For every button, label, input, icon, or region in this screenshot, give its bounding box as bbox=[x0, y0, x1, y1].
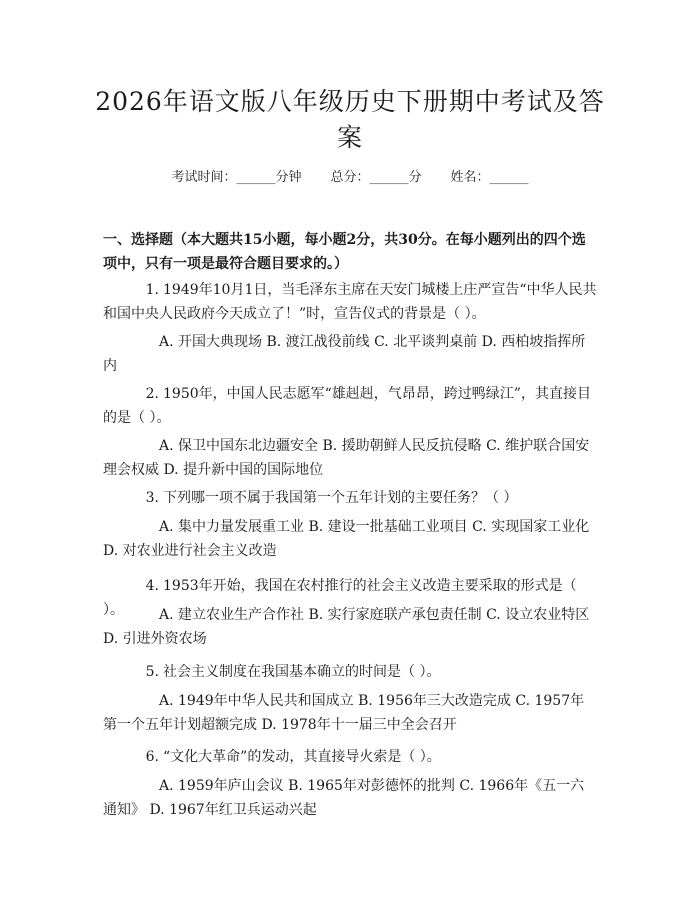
question-number: 6. bbox=[145, 749, 159, 765]
question-number: 4. bbox=[145, 578, 159, 594]
question-1-options: A. 开国大典现场 B. 渡江战役前线 C. 北平谈判桌前 D. 西柏坡指挥所内 bbox=[103, 334, 586, 374]
question-1 bbox=[103, 278, 598, 326]
question-number: 5. bbox=[145, 664, 159, 680]
question-text: 1953年开始，我国在农村推行的社会主义改造主要采取的形式是（ ）。 bbox=[103, 578, 577, 618]
total-score-label: 总分：______分 bbox=[330, 170, 422, 185]
student-name-label: 姓名：______ bbox=[450, 170, 529, 185]
question-4-options: A. 建立农业生产合作社 B. 实行家庭联产承包责任制 C. 设立农业特区 D. 引进外资农场 bbox=[103, 607, 590, 647]
question-5 bbox=[103, 660, 598, 684]
question-text: “文化大革命”的发动，其直接导火索是（ ）。 bbox=[163, 749, 441, 765]
question-text: 1950年，中国人民志愿军“雄赳赳，气昂昂，跨过鸭绿江”，其直接目的是（ ）。 bbox=[103, 386, 591, 426]
question-text: 下列哪一项不属于我国第一个五年计划的主要任务？（ ） bbox=[163, 490, 518, 506]
question-2-options: A. 保卫中国东北边疆安全 B. 援助朝鲜人民反抗侵略 C. 维护联合国安理会权威 D. 提升新中国的国际地位 bbox=[103, 438, 590, 478]
question-6-options: A. 1959年庐山会议 B. 1965年对彭德怀的批判 C. 1966年《五一六通知》 D. 1967年红卫兵运动兴起 bbox=[103, 778, 585, 818]
question-number: 2. bbox=[145, 386, 159, 402]
question-6 bbox=[103, 745, 598, 769]
question-2 bbox=[103, 382, 598, 430]
page-title: 2026年语文版八年级历史下册期中考试及答案 bbox=[95, 87, 605, 152]
question-5-options: A. 1949年中华人民共和国成立 B. 1956年三大改造完成 C. 1957年第一个五年计划超额完成 D. 1978年十一届三中全会召开 bbox=[103, 693, 585, 733]
question-text: 1949年10月1日，当毛泽东主席在天安门城楼上庄严宣告“中华人民共和国中央人民政府今天成立了！”时，宣告仪式的背景是（ ）。 bbox=[103, 282, 597, 322]
question-3 bbox=[103, 486, 598, 510]
question-3-options: A. 集中力量发展重工业 B. 建设一批基础工业项目 C. 实现国家工业化 D. 对农业进行社会主义改造 bbox=[103, 519, 590, 559]
exam-time-label: 考试时间：______分钟 bbox=[171, 170, 302, 185]
section-heading: 一、选择题（本大题共15小题，每小题2分，共30分。在每小题列出的四个选项中，只有一项是最符合题目要求的。） bbox=[103, 232, 586, 272]
question-text: 社会主义制度在我国基本确立的时间是（ ）。 bbox=[163, 664, 441, 680]
exam-meta bbox=[0, 168, 700, 188]
question-number: 3. bbox=[145, 490, 159, 506]
question-number: 1. bbox=[145, 282, 159, 298]
